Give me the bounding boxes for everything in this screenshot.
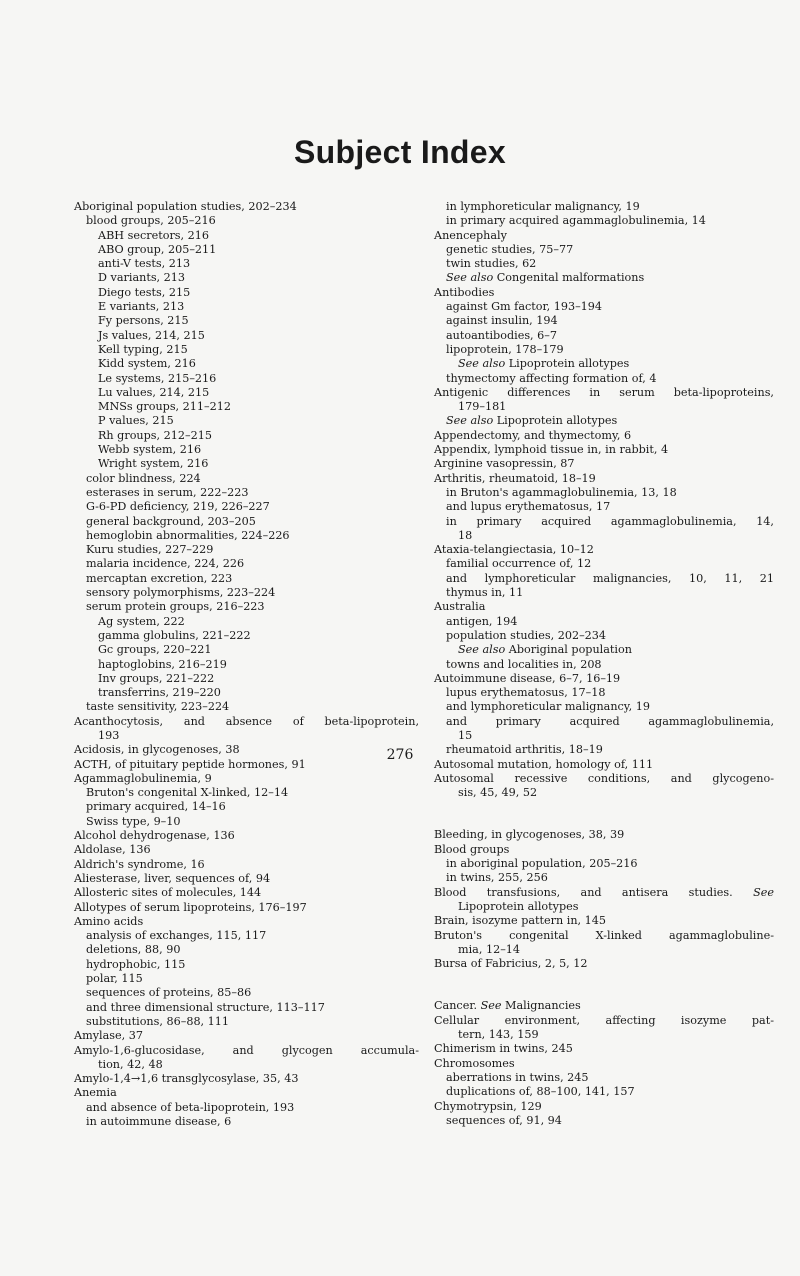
index-subentry xyxy=(74,400,419,414)
entry-text: and lupus erythematosus, 17 xyxy=(446,500,611,514)
index-subentry xyxy=(434,214,774,228)
entry-text: color blindness, 224 xyxy=(86,471,201,485)
entry-text: primary acquired, 14–16 xyxy=(86,800,226,814)
entry-text: Amino acids xyxy=(74,914,144,928)
index-subentry xyxy=(74,1015,419,1029)
index-subentry xyxy=(74,329,419,343)
entry-text: malaria incidence, 224, 226 xyxy=(86,557,245,571)
entry-text: Bleeding, in glycogenoses, 38, 39 xyxy=(434,828,625,842)
index-subentry xyxy=(434,343,774,357)
index-subentry xyxy=(434,314,774,328)
index-entry xyxy=(434,229,774,243)
index-entry xyxy=(434,672,774,686)
entry-text: in primary acquired agammaglobulinemia, 14 xyxy=(446,214,706,228)
entry-text: 18 xyxy=(458,528,473,542)
index-subentry xyxy=(74,815,419,829)
entry-text: Aliesterase, liver, sequences of, 94 xyxy=(74,871,271,885)
entry-text: duplications of, 88–100, 141, 157 xyxy=(446,1085,635,1099)
index-entry xyxy=(434,286,774,300)
see-target: Malignancies xyxy=(505,999,581,1013)
index-entry xyxy=(434,914,774,928)
entry-text: Bursa of Fabricius, 2, 5, 12 xyxy=(434,957,588,971)
index-column-left xyxy=(74,200,419,1129)
index-subentry xyxy=(74,257,419,271)
index-entry-continuation xyxy=(434,900,774,914)
index-subentry xyxy=(74,700,419,714)
index-entry xyxy=(434,929,774,943)
index-entry-continuation xyxy=(434,786,774,800)
index-subentry xyxy=(74,515,419,529)
index-subentry xyxy=(434,715,774,729)
entry-text: against Gm factor, 193–194 xyxy=(446,300,603,314)
index-subentry xyxy=(74,586,419,600)
entry-text: Aboriginal population studies, 202–234 xyxy=(74,200,297,213)
entry-text: Autosomal recessive conditions, and glycogeno- xyxy=(434,771,774,785)
index-subentry xyxy=(74,615,419,629)
entry-text: Appendix, lymphoid tissue in, in rabbit, 4 xyxy=(434,443,669,457)
entry-text: analysis of exchanges, 115, 117 xyxy=(86,929,267,943)
index-entry-continuation xyxy=(74,1058,419,1072)
entry-text: Le systems, 215–216 xyxy=(98,371,217,385)
entry-text: Brain, isozyme pattern in, 145 xyxy=(434,914,606,928)
index-subentry xyxy=(74,1001,419,1015)
index-subentry xyxy=(434,486,774,500)
entry-text: polar, 115 xyxy=(86,972,143,986)
entry-text: Australia xyxy=(434,600,486,614)
index-subentry xyxy=(74,543,419,557)
entry-text: Aldolase, 136 xyxy=(74,843,151,857)
index-subentry xyxy=(434,1071,774,1085)
entry-text: hemoglobin abnormalities, 224–226 xyxy=(86,528,290,542)
entry-text: in Bruton's agammaglobulinemia, 13, 18 xyxy=(446,485,677,499)
index-subentry xyxy=(74,486,419,500)
entry-text: Lipoprotein allotypes xyxy=(508,357,630,371)
index-entry xyxy=(74,915,419,929)
see-also-label: See also xyxy=(446,414,494,428)
entry-text: esterases in serum, 222–223 xyxy=(86,485,249,499)
entry-text: Arthritis, rheumatoid, 18–19 xyxy=(434,471,596,485)
entry-text: deletions, 88, 90 xyxy=(86,943,181,957)
entry-text: Alcohol dehydrogenase, 136 xyxy=(74,829,235,843)
entry-text: E variants, 213 xyxy=(98,300,185,314)
index-subentry xyxy=(434,615,774,629)
index-subentry xyxy=(434,643,774,657)
entry-text: blood groups, 205–216 xyxy=(86,214,216,228)
index-subentry xyxy=(74,943,419,957)
index-subentry xyxy=(434,629,774,643)
entry-text: in aboriginal population, 205–216 xyxy=(446,857,638,871)
index-subentry xyxy=(434,372,774,386)
entry-text: autoantibodies, 6–7 xyxy=(446,328,557,342)
index-entry xyxy=(74,858,419,872)
entry-text: Inv groups, 221–222 xyxy=(98,671,215,685)
index-entry xyxy=(74,872,419,886)
entry-text: and lymphoreticular malignancies, 10, 11, 21 xyxy=(446,571,774,585)
index-subentry xyxy=(74,1101,419,1115)
page-number: 276 xyxy=(386,747,414,763)
entry-text: population studies, 202–234 xyxy=(446,628,607,642)
entry-text: Agammaglobulinemia, 9 xyxy=(74,771,212,785)
section-gap xyxy=(434,971,774,999)
entry-text: and absence of beta-lipoprotein, 193 xyxy=(86,1100,295,1114)
index-subentry xyxy=(74,229,419,243)
entry-text: gamma globulins, 221–222 xyxy=(98,628,251,642)
index-entry xyxy=(434,1042,774,1056)
entry-text: taste sensitivity, 223–224 xyxy=(86,700,230,714)
entry-text: sis, 45, 49, 52 xyxy=(458,786,538,800)
index-subentry xyxy=(74,800,419,814)
entry-text: Amylase, 37 xyxy=(74,1029,143,1043)
index-entry xyxy=(434,999,774,1013)
entry-text: hydrophobic, 115 xyxy=(86,957,186,971)
entry-text: towns and localities in, 208 xyxy=(446,657,602,671)
index-subentry xyxy=(74,472,419,486)
entry-text: D variants, 213 xyxy=(98,271,186,285)
entry-text: substitutions, 86–88, 111 xyxy=(86,1014,230,1028)
entry-text: Lipoprotein allotypes xyxy=(496,414,618,428)
entry-text: Cancer. xyxy=(434,999,477,1013)
index-subentry xyxy=(74,529,419,543)
index-entry xyxy=(434,600,774,614)
entry-text: Ataxia-telangiectasia, 10–12 xyxy=(434,543,594,557)
index-column-right xyxy=(434,200,774,1128)
index-entry xyxy=(434,772,774,786)
entry-text: Aboriginal population xyxy=(508,643,632,657)
index-subentry xyxy=(434,515,774,529)
entry-text: haptoglobins, 216–219 xyxy=(98,657,227,671)
see-also-label: See also xyxy=(446,271,494,285)
entry-text: Bruton's congenital X-linked agammaglobuline- xyxy=(434,928,774,942)
index-subentry xyxy=(434,1085,774,1099)
index-subentry xyxy=(74,629,419,643)
entry-text: and primary acquired agammaglobulinemia, xyxy=(446,714,774,728)
entry-text: Lipoprotein allotypes xyxy=(458,899,579,913)
entry-text: Fy persons, 215 xyxy=(98,314,189,328)
index-subentry xyxy=(434,586,774,600)
index-entry xyxy=(434,1100,774,1114)
entry-text: Acidosis, in glycogenoses, 38 xyxy=(74,743,240,757)
index-entry xyxy=(74,772,419,786)
index-subentry xyxy=(434,257,774,271)
index-subentry xyxy=(74,300,419,314)
index-entry xyxy=(434,957,774,971)
entry-text: Anemia xyxy=(74,1086,117,1100)
entry-text: sequences of, 91, 94 xyxy=(446,1113,562,1127)
entry-text: and three dimensional structure, 113–117 xyxy=(86,1000,325,1014)
entry-text: Ag system, 222 xyxy=(98,614,185,628)
index-entry xyxy=(434,457,774,471)
index-subentry xyxy=(74,243,419,257)
entry-text: anti-V tests, 213 xyxy=(98,257,191,271)
entry-text: Acanthocytosis, and absence of beta-lipoprotein, xyxy=(74,714,419,728)
index-subentry xyxy=(74,600,419,614)
index-entry xyxy=(434,1057,774,1071)
entry-text: Bruton's congenital X-linked, 12–14 xyxy=(86,786,289,800)
index-subentry xyxy=(434,686,774,700)
entry-text: in primary acquired agammaglobulinemia, 14, xyxy=(446,514,774,528)
index-subentry xyxy=(74,658,419,672)
index-entry xyxy=(74,886,419,900)
index-entry xyxy=(74,843,419,857)
entry-text: Kuru studies, 227–229 xyxy=(86,543,214,557)
index-subentry xyxy=(434,500,774,514)
index-subentry xyxy=(74,557,419,571)
index-entry xyxy=(434,828,774,842)
see-also-label: See also xyxy=(458,357,506,371)
entry-text: thymus in, 11 xyxy=(446,586,524,600)
index-subentry xyxy=(434,414,774,428)
index-subentry xyxy=(74,672,419,686)
entry-text: Lu values, 214, 215 xyxy=(98,385,210,399)
entry-text: P values, 215 xyxy=(98,414,174,428)
index-subentry xyxy=(74,343,419,357)
entry-text: Antibodies xyxy=(434,285,495,299)
entry-text: 179–181 xyxy=(458,400,507,414)
entry-text: Appendectomy, and thymectomy, 6 xyxy=(434,428,632,442)
index-subentry xyxy=(434,271,774,285)
entry-text: Allotypes of serum lipoproteins, 176–197 xyxy=(74,900,307,914)
index-subentry xyxy=(74,443,419,457)
entry-text: Amylo-1,6-glucosidase, and glycogen accumula- xyxy=(74,1043,419,1057)
index-subentry xyxy=(74,286,419,300)
index-subentry xyxy=(434,572,774,586)
index-entry xyxy=(434,843,774,857)
index-entry xyxy=(74,1044,419,1058)
index-entry-continuation xyxy=(74,729,419,743)
section-gap xyxy=(434,800,774,828)
entry-text: Wright system, 216 xyxy=(98,457,209,471)
entry-text: Js values, 214, 215 xyxy=(98,328,205,342)
index-subentry xyxy=(434,329,774,343)
index-subentry xyxy=(74,786,419,800)
entry-text: Chymotrypsin, 129 xyxy=(434,1099,542,1113)
entry-text: mia, 12–14 xyxy=(458,942,521,956)
see-label: See xyxy=(753,885,774,899)
index-entry-continuation xyxy=(434,400,774,414)
entry-text: MNSs groups, 211–212 xyxy=(98,400,231,414)
index-subentry xyxy=(74,314,419,328)
index-subentry xyxy=(434,700,774,714)
entry-text: Kidd system, 216 xyxy=(98,357,196,371)
index-subentry xyxy=(434,557,774,571)
entry-text: Autoimmune disease, 6–7, 16–19 xyxy=(434,671,621,685)
entry-text: Swiss type, 9–10 xyxy=(86,814,181,828)
index-subentry xyxy=(74,357,419,371)
entry-text: G-6-PD deficiency, 219, 226–227 xyxy=(86,500,270,514)
index-entry xyxy=(74,829,419,843)
entry-text: tern, 143, 159 xyxy=(458,1028,539,1042)
index-entry xyxy=(434,543,774,557)
index-subentry xyxy=(74,972,419,986)
see-label: See xyxy=(480,999,502,1013)
entry-text: lupus erythematosus, 17–18 xyxy=(446,686,606,700)
entry-text: Congenital malformations xyxy=(496,271,645,285)
index-entry xyxy=(434,1014,774,1028)
see-also-label: See also xyxy=(458,643,506,657)
index-entry-continuation xyxy=(434,529,774,543)
entry-text: sequences of proteins, 85–86 xyxy=(86,986,252,1000)
index-subentry xyxy=(74,986,419,1000)
entry-text: Allosteric sites of molecules, 144 xyxy=(74,886,262,900)
index-subentry xyxy=(74,386,419,400)
entry-text: general background, 203–205 xyxy=(86,514,256,528)
index-entry xyxy=(434,386,774,400)
index-subentry xyxy=(74,958,419,972)
entry-text: Rh groups, 212–215 xyxy=(98,428,212,442)
entry-text: Webb system, 216 xyxy=(98,443,202,457)
index-entry xyxy=(74,1072,419,1086)
index-subentry xyxy=(74,214,419,228)
index-subentry xyxy=(434,200,774,214)
entry-text: Anencephaly xyxy=(434,228,507,242)
index-subentry xyxy=(74,686,419,700)
entry-text: Cellular environment, affecting isozyme pat- xyxy=(434,1013,774,1027)
index-entry xyxy=(434,443,774,457)
entry-text: serum protein groups, 216–223 xyxy=(86,600,265,614)
entry-text: rheumatoid arthritis, 18–19 xyxy=(446,743,603,757)
entry-text: 193 xyxy=(98,728,120,742)
index-entry-continuation xyxy=(434,1028,774,1042)
entry-text: Chromosomes xyxy=(434,1056,515,1070)
index-entry xyxy=(74,1029,419,1043)
entry-text: ABH secretors, 216 xyxy=(98,228,209,242)
index-entry xyxy=(434,886,774,900)
entry-text: thymectomy affecting formation of, 4 xyxy=(446,371,657,385)
entry-text: Autosomal mutation, homology of, 111 xyxy=(434,757,654,771)
entry-text: and lymphoreticular malignancy, 19 xyxy=(446,700,650,714)
entry-text: Aldrich's syndrome, 16 xyxy=(74,857,205,871)
entry-text: Diego tests, 215 xyxy=(98,285,191,299)
entry-text: Antigenic differences in serum beta-lipoproteins, xyxy=(434,385,774,399)
entry-text: transferrins, 219–220 xyxy=(98,686,221,700)
index-subentry xyxy=(434,243,774,257)
entry-text: Gc groups, 220–221 xyxy=(98,643,212,657)
index-entry xyxy=(74,901,419,915)
index-entry xyxy=(74,200,419,214)
index-subentry xyxy=(74,572,419,586)
entry-text: ACTH, of pituitary peptide hormones, 91 xyxy=(74,757,306,771)
index-subentry xyxy=(434,357,774,371)
index-subentry xyxy=(74,929,419,943)
entry-text: Amylo-1,4→1,6 transglycosylase, 35, 43 xyxy=(74,1072,299,1086)
entry-text: genetic studies, 75–77 xyxy=(446,242,574,256)
entry-text: Blood groups xyxy=(434,842,510,856)
page-title: Subject Index xyxy=(294,134,506,170)
entry-text: 15 xyxy=(458,728,473,742)
entry-text: against insulin, 194 xyxy=(446,314,558,328)
index-subentry xyxy=(74,372,419,386)
entry-text: ABO group, 205–211 xyxy=(98,242,217,256)
index-subentry xyxy=(74,271,419,285)
entry-text: Chimerism in twins, 245 xyxy=(434,1042,573,1056)
index-subentry xyxy=(434,1114,774,1128)
entry-text: Blood transfusions, and antisera studies. xyxy=(434,885,733,899)
index-subentry xyxy=(434,300,774,314)
entry-text: Arginine vasopressin, 87 xyxy=(434,457,575,471)
index-subentry xyxy=(74,429,419,443)
index-entry xyxy=(434,472,774,486)
index-subentry xyxy=(434,658,774,672)
index-subentry xyxy=(434,857,774,871)
index-subentry xyxy=(74,500,419,514)
entry-text: in autoimmune disease, 6 xyxy=(86,1115,232,1128)
entry-text: in lymphoreticular malignancy, 19 xyxy=(446,200,640,213)
entry-text: lipoprotein, 178–179 xyxy=(446,342,564,356)
index-subentry xyxy=(74,643,419,657)
index-subentry xyxy=(74,457,419,471)
entry-text: aberrations in twins, 245 xyxy=(446,1070,589,1084)
entry-text: antigen, 194 xyxy=(446,614,518,628)
index-subentry xyxy=(74,414,419,428)
entry-text: sensory polymorphisms, 223–224 xyxy=(86,586,276,600)
index-entry-continuation xyxy=(434,729,774,743)
entry-text: twin studies, 62 xyxy=(446,257,537,271)
entry-text: mercaptan excretion, 223 xyxy=(86,571,233,585)
index-subentry xyxy=(74,1115,419,1129)
entry-text: familial occurrence of, 12 xyxy=(446,557,592,571)
index-entry xyxy=(434,429,774,443)
entry-text: in twins, 255, 256 xyxy=(446,871,548,885)
index-entry xyxy=(74,1086,419,1100)
entry-text: tion, 42, 48 xyxy=(98,1057,163,1071)
index-entry xyxy=(74,715,419,729)
entry-text: Kell typing, 215 xyxy=(98,342,188,356)
index-subentry xyxy=(434,871,774,885)
index-entry-continuation xyxy=(434,943,774,957)
